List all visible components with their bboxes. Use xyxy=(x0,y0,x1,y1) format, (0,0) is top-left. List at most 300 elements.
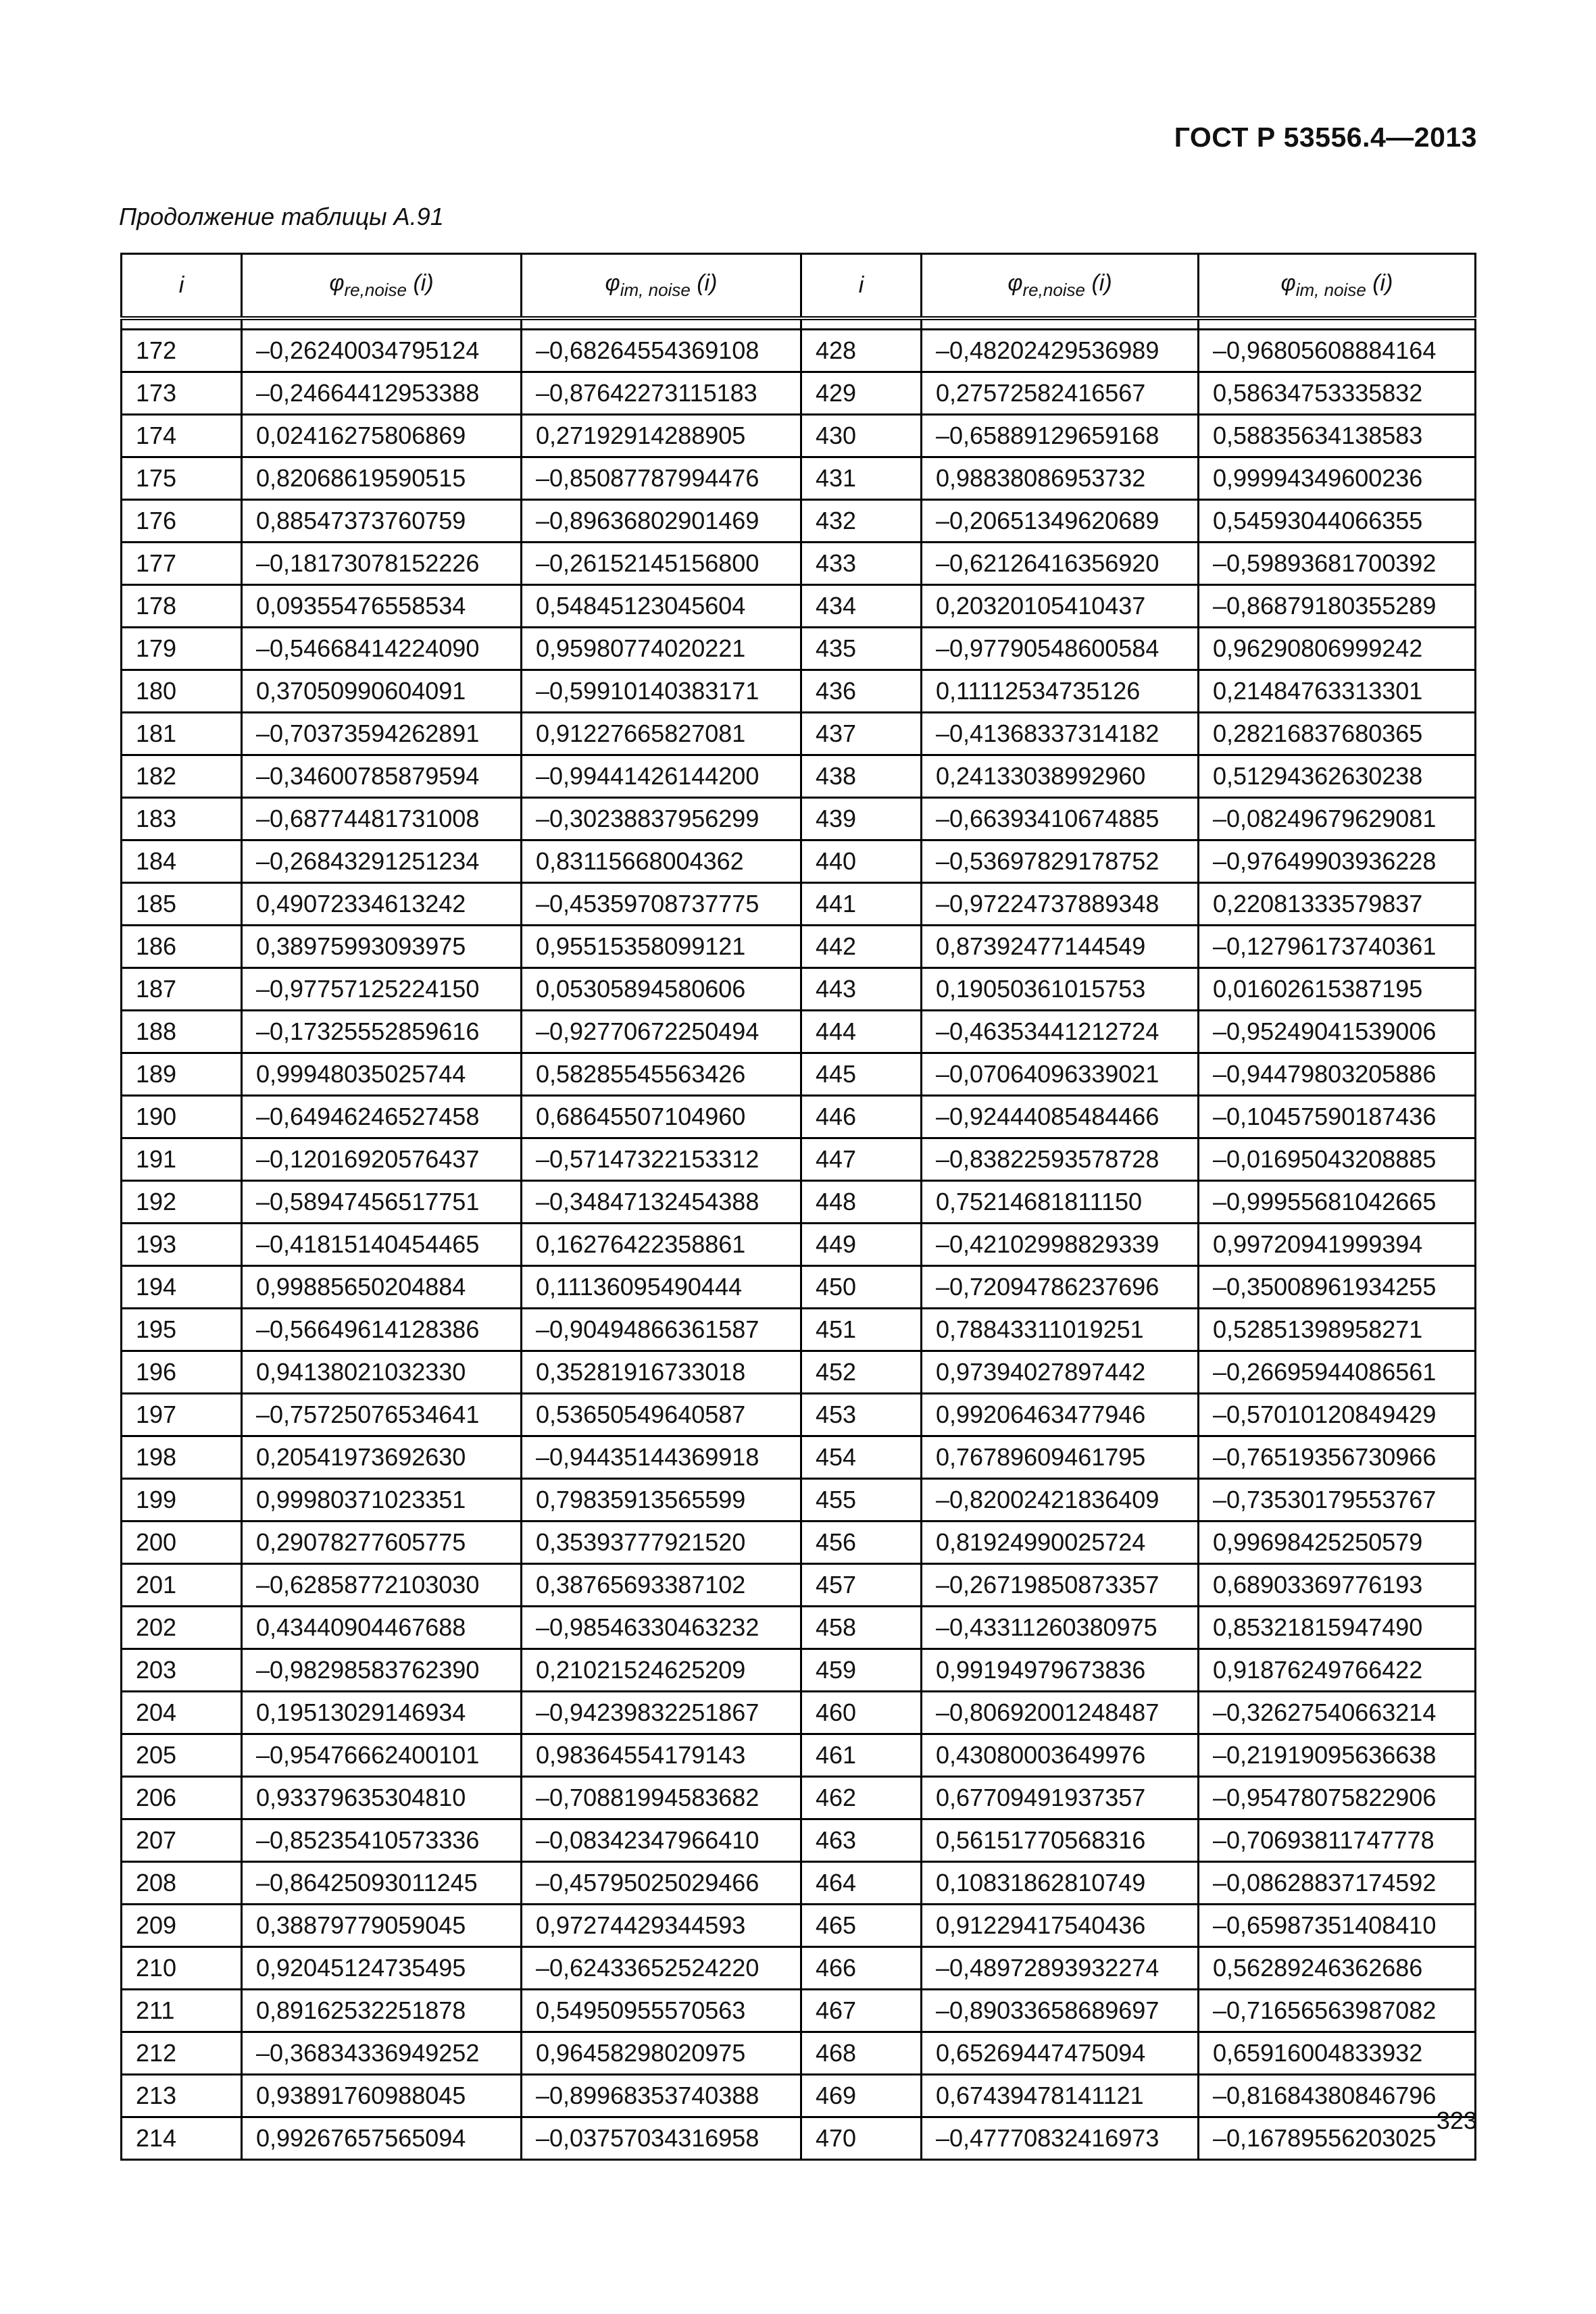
index-cell: 174 xyxy=(122,415,242,457)
value-cell: 0,68903369776193 xyxy=(1199,1564,1476,1607)
value-cell: –0,64946246527458 xyxy=(242,1096,522,1138)
index-cell: 186 xyxy=(122,926,242,968)
index-cell: 178 xyxy=(122,585,242,628)
value-cell: –0,86425093011245 xyxy=(242,1862,522,1905)
index-cell: 468 xyxy=(801,2032,922,2075)
table-row xyxy=(122,1734,1476,1777)
table-row xyxy=(122,1351,1476,1394)
value-cell: 0,51294362630238 xyxy=(1199,755,1476,798)
value-cell: –0,90494866361587 xyxy=(522,1309,801,1351)
value-cell: –0,89968353740388 xyxy=(522,2075,801,2117)
value-cell: 0,22081333579837 xyxy=(1199,883,1476,926)
value-cell: –0,45795025029466 xyxy=(522,1862,801,1905)
index-cell: 463 xyxy=(801,1819,922,1862)
value-cell: –0,99955681042665 xyxy=(1199,1181,1476,1224)
value-cell: –0,72094786237696 xyxy=(922,1266,1199,1309)
value-cell: 0,96458298020975 xyxy=(522,2032,801,2075)
index-cell: 179 xyxy=(122,628,242,670)
value-cell: 0,35393777921520 xyxy=(522,1521,801,1564)
table-row xyxy=(122,372,1476,415)
index-cell: 458 xyxy=(801,1607,922,1649)
value-cell: 0,56151770568316 xyxy=(922,1819,1199,1862)
value-cell: 0,99267657565094 xyxy=(242,2117,522,2160)
index-cell: 431 xyxy=(801,457,922,500)
value-cell: 0,65269447475094 xyxy=(922,2032,1199,2075)
index-cell: 428 xyxy=(801,330,922,372)
table-row xyxy=(122,500,1476,543)
table-row xyxy=(122,840,1476,883)
value-cell: –0,08342347966410 xyxy=(522,1819,801,1862)
value-cell: –0,26695944086561 xyxy=(1199,1351,1476,1394)
index-cell: 440 xyxy=(801,840,922,883)
table-row xyxy=(122,330,1476,372)
table-row xyxy=(122,1521,1476,1564)
standard-header: ГОСТ Р 53556.4—2013 xyxy=(1174,122,1477,153)
index-cell: 457 xyxy=(801,1564,922,1607)
value-cell: 0,92045124735495 xyxy=(242,1947,522,1990)
value-cell: 0,82068619590515 xyxy=(242,457,522,500)
table-row xyxy=(122,1053,1476,1096)
value-cell: –0,59910140383171 xyxy=(522,670,801,713)
value-cell: –0,81684380846796 xyxy=(1199,2075,1476,2117)
value-cell: –0,62433652524220 xyxy=(522,1947,801,1990)
index-cell: 206 xyxy=(122,1777,242,1819)
value-cell: 0,81924990025724 xyxy=(922,1521,1199,1564)
value-cell: –0,26843291251234 xyxy=(242,840,522,883)
value-cell: 0,09355476558534 xyxy=(242,585,522,628)
value-cell: –0,17325552859616 xyxy=(242,1011,522,1053)
value-cell: –0,85087787994476 xyxy=(522,457,801,500)
value-cell: 0,88547373760759 xyxy=(242,500,522,543)
table-row xyxy=(122,1436,1476,1479)
value-cell: –0,34600785879594 xyxy=(242,755,522,798)
value-cell: 0,56289246362686 xyxy=(1199,1947,1476,1990)
col-header-phi-im: $\varphi_{im, noise}$ (i) xyxy=(1199,254,1476,319)
value-cell: 0,19513029146934 xyxy=(242,1692,522,1734)
value-cell: –0,92770672250494 xyxy=(522,1011,801,1053)
index-cell: 212 xyxy=(122,2032,242,2075)
index-cell: 175 xyxy=(122,457,242,500)
value-cell: 0,83115668004362 xyxy=(522,840,801,883)
value-cell: –0,73530179553767 xyxy=(1199,1479,1476,1521)
table-row xyxy=(122,1266,1476,1309)
index-cell: 453 xyxy=(801,1394,922,1436)
table-row xyxy=(122,1777,1476,1819)
value-cell: –0,41815140454465 xyxy=(242,1224,522,1266)
index-cell: 462 xyxy=(801,1777,922,1819)
value-cell: –0,85235410573336 xyxy=(242,1819,522,1862)
value-cell: –0,36834336949252 xyxy=(242,2032,522,2075)
index-cell: 445 xyxy=(801,1053,922,1096)
value-cell: –0,12016920576437 xyxy=(242,1138,522,1181)
index-cell: 190 xyxy=(122,1096,242,1138)
value-cell: –0,95476662400101 xyxy=(242,1734,522,1777)
index-cell: 176 xyxy=(122,500,242,543)
value-cell: 0,54593044066355 xyxy=(1199,500,1476,543)
value-cell: –0,08249679629081 xyxy=(1199,798,1476,840)
value-cell: 0,91227665827081 xyxy=(522,713,801,755)
value-cell: –0,46353441212724 xyxy=(922,1011,1199,1053)
table-row xyxy=(122,2075,1476,2117)
table-row xyxy=(122,713,1476,755)
value-cell: 0,19050361015753 xyxy=(922,968,1199,1011)
value-cell: –0,70881994583682 xyxy=(522,1777,801,1819)
value-cell: 0,58285545563426 xyxy=(522,1053,801,1096)
value-cell: 0,99980371023351 xyxy=(242,1479,522,1521)
index-cell: 181 xyxy=(122,713,242,755)
index-cell: 432 xyxy=(801,500,922,543)
index-cell: 188 xyxy=(122,1011,242,1053)
value-cell: 0,85321815947490 xyxy=(1199,1607,1476,1649)
value-cell: 0,76789609461795 xyxy=(922,1436,1199,1479)
value-cell: –0,35008961934255 xyxy=(1199,1266,1476,1309)
value-cell: –0,57010120849429 xyxy=(1199,1394,1476,1436)
value-cell: 0,38879779059045 xyxy=(242,1905,522,1947)
value-cell: 0,89162532251878 xyxy=(242,1990,522,2032)
value-cell: –0,07064096339021 xyxy=(922,1053,1199,1096)
value-cell: 0,43440904467688 xyxy=(242,1607,522,1649)
index-cell: 202 xyxy=(122,1607,242,1649)
table-row xyxy=(122,1309,1476,1351)
value-cell: –0,20651349620689 xyxy=(922,500,1199,543)
table-row xyxy=(122,2032,1476,2075)
value-cell: 0,11136095490444 xyxy=(522,1266,801,1309)
index-cell: 456 xyxy=(801,1521,922,1564)
value-cell: 0,54950955570563 xyxy=(522,1990,801,2032)
value-cell: –0,56649614128386 xyxy=(242,1309,522,1351)
table-row xyxy=(122,543,1476,585)
value-cell: –0,01695043208885 xyxy=(1199,1138,1476,1181)
value-cell: –0,48972893932274 xyxy=(922,1947,1199,1990)
value-cell: –0,94239832251867 xyxy=(522,1692,801,1734)
index-cell: 443 xyxy=(801,968,922,1011)
table-row xyxy=(122,926,1476,968)
value-cell: 0,10831862810749 xyxy=(922,1862,1199,1905)
value-cell: 0,94138021032330 xyxy=(242,1351,522,1394)
value-cell: –0,97790548600584 xyxy=(922,628,1199,670)
index-cell: 172 xyxy=(122,330,242,372)
value-cell: –0,10457590187436 xyxy=(1199,1096,1476,1138)
index-cell: 211 xyxy=(122,1990,242,2032)
table-row xyxy=(122,1138,1476,1181)
table-header-row xyxy=(122,254,1476,319)
value-cell: 0,27572582416567 xyxy=(922,372,1199,415)
value-cell: –0,62126416356920 xyxy=(922,543,1199,585)
table-caption: Продолжение таблицы А.91 xyxy=(119,203,444,230)
index-cell: 185 xyxy=(122,883,242,926)
table-row xyxy=(122,2117,1476,2160)
value-cell: 0,43080003649976 xyxy=(922,1734,1199,1777)
table-row xyxy=(122,1862,1476,1905)
index-cell: 198 xyxy=(122,1436,242,1479)
value-cell: –0,89033658689697 xyxy=(922,1990,1199,2032)
table-row xyxy=(122,1181,1476,1224)
index-cell: 196 xyxy=(122,1351,242,1394)
index-cell: 184 xyxy=(122,840,242,883)
value-cell: 0,02416275806869 xyxy=(242,415,522,457)
data-table xyxy=(120,253,1476,2161)
table-row xyxy=(122,1479,1476,1521)
table-row xyxy=(122,1905,1476,1947)
value-cell: –0,96805608884164 xyxy=(1199,330,1476,372)
index-cell: 195 xyxy=(122,1309,242,1351)
value-cell: 0,20541973692630 xyxy=(242,1436,522,1479)
index-cell: 461 xyxy=(801,1734,922,1777)
value-cell: 0,87392477144549 xyxy=(922,926,1199,968)
index-cell: 214 xyxy=(122,2117,242,2160)
value-cell: –0,41368337314182 xyxy=(922,713,1199,755)
value-cell: –0,21919095636638 xyxy=(1199,1734,1476,1777)
value-cell: 0,24133038992960 xyxy=(922,755,1199,798)
value-cell: –0,45359708737775 xyxy=(522,883,801,926)
value-cell: 0,99994349600236 xyxy=(1199,457,1476,500)
index-cell: 183 xyxy=(122,798,242,840)
value-cell: 0,68645507104960 xyxy=(522,1096,801,1138)
value-cell: 0,78843311019251 xyxy=(922,1309,1199,1351)
value-cell: –0,86879180355289 xyxy=(1199,585,1476,628)
value-cell: 0,96290806999242 xyxy=(1199,628,1476,670)
value-cell: 0,91876249766422 xyxy=(1199,1649,1476,1692)
table-row xyxy=(122,1692,1476,1734)
value-cell: 0,05305894580606 xyxy=(522,968,801,1011)
value-cell: –0,97224737889348 xyxy=(922,883,1199,926)
index-cell: 438 xyxy=(801,755,922,798)
value-cell: 0,49072334613242 xyxy=(242,883,522,926)
value-cell: –0,83822593578728 xyxy=(922,1138,1199,1181)
table-row xyxy=(122,415,1476,457)
index-cell: 447 xyxy=(801,1138,922,1181)
value-cell: 0,99698425250579 xyxy=(1199,1521,1476,1564)
header-separator xyxy=(122,318,1476,330)
table-row xyxy=(122,755,1476,798)
index-cell: 465 xyxy=(801,1905,922,1947)
value-cell: –0,99441426144200 xyxy=(522,755,801,798)
index-cell: 436 xyxy=(801,670,922,713)
value-cell: –0,98546330463232 xyxy=(522,1607,801,1649)
value-cell: 0,52851398958271 xyxy=(1199,1309,1476,1351)
col-header-i: i xyxy=(122,254,242,319)
table-row xyxy=(122,1649,1476,1692)
value-cell: 0,75214681811150 xyxy=(922,1181,1199,1224)
value-cell: –0,62858772103030 xyxy=(242,1564,522,1607)
value-cell: –0,80692001248487 xyxy=(922,1692,1199,1734)
value-cell: –0,03757034316958 xyxy=(522,2117,801,2160)
col-header-i: i xyxy=(801,254,922,319)
index-cell: 452 xyxy=(801,1351,922,1394)
value-cell: 0,98838086953732 xyxy=(922,457,1199,500)
index-cell: 441 xyxy=(801,883,922,926)
index-cell: 194 xyxy=(122,1266,242,1309)
value-cell: –0,32627540663214 xyxy=(1199,1692,1476,1734)
value-cell: 0,21484763313301 xyxy=(1199,670,1476,713)
index-cell: 470 xyxy=(801,2117,922,2160)
index-cell: 191 xyxy=(122,1138,242,1181)
value-cell: 0,53650549640587 xyxy=(522,1394,801,1436)
value-cell: 0,97274429344593 xyxy=(522,1905,801,1947)
index-cell: 459 xyxy=(801,1649,922,1692)
value-cell: 0,95515358099121 xyxy=(522,926,801,968)
value-cell: 0,38975993093975 xyxy=(242,926,522,968)
value-cell: –0,68774481731008 xyxy=(242,798,522,840)
col-header-phi-re: $\varphi_{re,noise}$ (i) xyxy=(242,254,522,319)
value-cell: –0,65987351408410 xyxy=(1199,1905,1476,1947)
value-cell: 0,20320105410437 xyxy=(922,585,1199,628)
index-cell: 192 xyxy=(122,1181,242,1224)
value-cell: –0,71656563987082 xyxy=(1199,1990,1476,2032)
value-cell: 0,99194979673836 xyxy=(922,1649,1199,1692)
index-cell: 199 xyxy=(122,1479,242,1521)
col-header-phi-re: $\varphi_{re,noise}$ (i) xyxy=(922,254,1199,319)
value-cell: 0,98364554179143 xyxy=(522,1734,801,1777)
value-cell: 0,99885650204884 xyxy=(242,1266,522,1309)
value-cell: –0,76519356730966 xyxy=(1199,1436,1476,1479)
value-cell: –0,92444085484466 xyxy=(922,1096,1199,1138)
index-cell: 197 xyxy=(122,1394,242,1436)
value-cell: 0,37050990604091 xyxy=(242,670,522,713)
value-cell: –0,48202429536989 xyxy=(922,330,1199,372)
value-cell: –0,26240034795124 xyxy=(242,330,522,372)
index-cell: 469 xyxy=(801,2075,922,2117)
index-cell: 210 xyxy=(122,1947,242,1990)
table-row xyxy=(122,1096,1476,1138)
index-cell: 204 xyxy=(122,1692,242,1734)
table-row xyxy=(122,1947,1476,1990)
index-cell: 466 xyxy=(801,1947,922,1990)
index-cell: 173 xyxy=(122,372,242,415)
index-cell: 449 xyxy=(801,1224,922,1266)
value-cell: –0,95478075822906 xyxy=(1199,1777,1476,1819)
value-cell: 0,97394027897442 xyxy=(922,1351,1199,1394)
value-cell: 0,93891760988045 xyxy=(242,2075,522,2117)
table-row xyxy=(122,968,1476,1011)
value-cell: –0,97757125224150 xyxy=(242,968,522,1011)
table-row xyxy=(122,1564,1476,1607)
value-cell: –0,65889129659168 xyxy=(922,415,1199,457)
index-cell: 435 xyxy=(801,628,922,670)
table-row xyxy=(122,457,1476,500)
value-cell: –0,82002421836409 xyxy=(922,1479,1199,1521)
value-cell: 0,67439478141121 xyxy=(922,2075,1199,2117)
value-cell: –0,16789556203025 xyxy=(1199,2117,1476,2160)
value-cell: –0,66393410674885 xyxy=(922,798,1199,840)
value-cell: –0,08628837174592 xyxy=(1199,1862,1476,1905)
index-cell: 430 xyxy=(801,415,922,457)
value-cell: –0,59893681700392 xyxy=(1199,543,1476,585)
value-cell: 0,99948035025744 xyxy=(242,1053,522,1096)
value-cell: 0,79835913565599 xyxy=(522,1479,801,1521)
index-cell: 203 xyxy=(122,1649,242,1692)
index-cell: 200 xyxy=(122,1521,242,1564)
value-cell: –0,26152145156800 xyxy=(522,543,801,585)
value-cell: –0,70693811747778 xyxy=(1199,1819,1476,1862)
index-cell: 467 xyxy=(801,1990,922,2032)
index-cell: 213 xyxy=(122,2075,242,2117)
col-header-phi-im: $\varphi_{im, noise}$ (i) xyxy=(522,254,801,319)
value-cell: –0,30238837956299 xyxy=(522,798,801,840)
index-cell: 189 xyxy=(122,1053,242,1096)
index-cell: 446 xyxy=(801,1096,922,1138)
value-cell: 0,93379635304810 xyxy=(242,1777,522,1819)
value-cell: 0,28216837680365 xyxy=(1199,713,1476,755)
index-cell: 433 xyxy=(801,543,922,585)
page-number: 323 xyxy=(1436,2107,1477,2134)
index-cell: 180 xyxy=(122,670,242,713)
value-cell: 0,67709491937357 xyxy=(922,1777,1199,1819)
index-cell: 460 xyxy=(801,1692,922,1734)
value-cell: 0,58634753335832 xyxy=(1199,372,1476,415)
table-row xyxy=(122,798,1476,840)
value-cell: –0,53697829178752 xyxy=(922,840,1199,883)
value-cell: 0,91229417540436 xyxy=(922,1905,1199,1947)
value-cell: 0,58835634138583 xyxy=(1199,415,1476,457)
value-cell: –0,95249041539006 xyxy=(1199,1011,1476,1053)
value-cell: –0,12796173740361 xyxy=(1199,926,1476,968)
table-row xyxy=(122,1607,1476,1649)
index-cell: 448 xyxy=(801,1181,922,1224)
value-cell: –0,89636802901469 xyxy=(522,500,801,543)
value-cell: 0,54845123045604 xyxy=(522,585,801,628)
index-cell: 187 xyxy=(122,968,242,1011)
index-cell: 444 xyxy=(801,1011,922,1053)
value-cell: 0,99206463477946 xyxy=(922,1394,1199,1436)
index-cell: 455 xyxy=(801,1479,922,1521)
value-cell: –0,24664412953388 xyxy=(242,372,522,415)
index-cell: 437 xyxy=(801,713,922,755)
value-cell: 0,38765693387102 xyxy=(522,1564,801,1607)
index-cell: 429 xyxy=(801,372,922,415)
value-cell: 0,16276422358861 xyxy=(522,1224,801,1266)
value-cell: –0,70373594262891 xyxy=(242,713,522,755)
table-row xyxy=(122,883,1476,926)
value-cell: 0,99720941999394 xyxy=(1199,1224,1476,1266)
value-cell: 0,95980774020221 xyxy=(522,628,801,670)
value-cell: –0,94435144369918 xyxy=(522,1436,801,1479)
value-cell: –0,43311260380975 xyxy=(922,1607,1199,1649)
value-cell: 0,35281916733018 xyxy=(522,1351,801,1394)
value-cell: –0,94479803205886 xyxy=(1199,1053,1476,1096)
value-cell: –0,54668414224090 xyxy=(242,628,522,670)
index-cell: 201 xyxy=(122,1564,242,1607)
table-row xyxy=(122,585,1476,628)
value-cell: –0,26719850873357 xyxy=(922,1564,1199,1607)
table-row xyxy=(122,1819,1476,1862)
table-row xyxy=(122,1224,1476,1266)
value-cell: 0,21021524625209 xyxy=(522,1649,801,1692)
value-cell: –0,47770832416973 xyxy=(922,2117,1199,2160)
index-cell: 454 xyxy=(801,1436,922,1479)
index-cell: 205 xyxy=(122,1734,242,1777)
index-cell: 209 xyxy=(122,1905,242,1947)
index-cell: 193 xyxy=(122,1224,242,1266)
value-cell: –0,98298583762390 xyxy=(242,1649,522,1692)
value-cell: –0,68264554369108 xyxy=(522,330,801,372)
index-cell: 207 xyxy=(122,1819,242,1862)
value-cell: –0,34847132454388 xyxy=(522,1181,801,1224)
table-row xyxy=(122,1011,1476,1053)
value-cell: –0,75725076534641 xyxy=(242,1394,522,1436)
table-row xyxy=(122,628,1476,670)
table-row xyxy=(122,1990,1476,2032)
value-cell: 0,11112534735126 xyxy=(922,670,1199,713)
value-cell: –0,87642273115183 xyxy=(522,372,801,415)
value-cell: –0,97649903936228 xyxy=(1199,840,1476,883)
value-cell: –0,18173078152226 xyxy=(242,543,522,585)
index-cell: 177 xyxy=(122,543,242,585)
index-cell: 464 xyxy=(801,1862,922,1905)
value-cell: 0,29078277605775 xyxy=(242,1521,522,1564)
table-row xyxy=(122,1394,1476,1436)
value-cell: –0,42102998829339 xyxy=(922,1224,1199,1266)
